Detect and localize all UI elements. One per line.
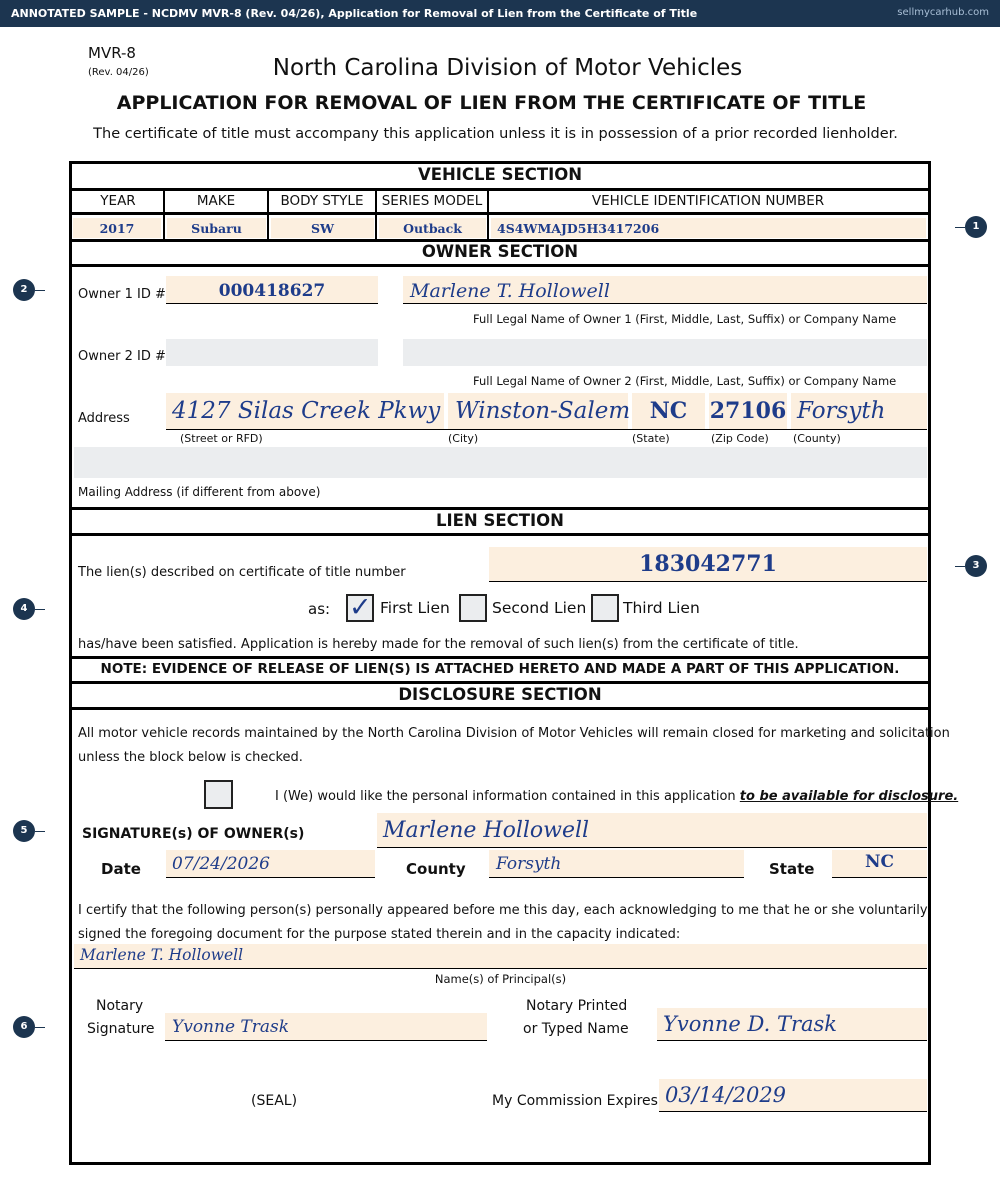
underline [832,877,927,878]
third-lien-checkbox[interactable] [591,594,619,622]
disclosure-optin-text-main: I (We) would like the personal information contained in this application [275,789,736,804]
badge-connector [35,290,45,291]
first-lien-checkbox[interactable] [346,594,374,622]
badge-connector [955,227,965,228]
county-label: County [406,860,466,878]
annotation-badge-6: 6 [13,1016,35,1038]
state-caption: (State) [632,432,670,445]
banner-site-link[interactable]: sellmycarhub.com [897,7,989,18]
disclosure-text-2: unless the block below is checked. [78,750,303,765]
owner2-name-field[interactable] [403,339,927,366]
first-lien-label: First Lien [380,599,450,617]
disclosure-optin-emphasis: to be available for disclosure. [739,789,959,804]
county-caption: (County) [793,432,841,445]
owner-signature-label: SIGNATURE(s) OF OWNER(s) [82,826,305,842]
divider [375,190,377,240]
divider [487,190,489,240]
lien-section-heading: LIEN SECTION [436,511,564,530]
lien-release-note: NOTE: EVIDENCE OF RELEASE OF LIEN(S) IS ATTACHED HERETO AND MADE A PART OF THIS APPLICATION. [100,661,900,677]
divider [267,190,269,240]
underline [377,847,927,848]
principal-caption: Name(s) of Principal(s) [434,972,567,986]
underline [489,877,744,878]
owner2-name-caption: Full Legal Name of Owner 2 (First, Middle, Last, Suffix) or Company Name [473,374,897,388]
notary-signature-field[interactable]: Yvonne Trask [172,1017,290,1037]
divider [69,188,931,191]
notary-signature-label-1: Notary [96,998,144,1014]
notary-name-label-2: or Typed Name [523,1021,629,1037]
col-vin-header: VEHICLE IDENTIFICATION NUMBER [591,193,825,209]
underline [659,1111,927,1112]
mailing-address-label: Mailing Address (if different from above) [78,485,321,499]
annotation-badge-5: 5 [13,820,35,842]
zip-caption: (Zip Code) [711,432,769,445]
badge-connector [955,566,965,567]
divider [69,264,931,267]
disclosure-state-field[interactable]: NC [864,852,895,872]
annotation-badge-2: 2 [13,279,35,301]
third-lien-label: Third Lien [623,599,700,617]
vehicle-year-field[interactable]: 2017 [99,221,135,236]
owner1-id-field[interactable]: 000418627 [218,281,326,301]
divider [69,707,931,710]
owner2-id-field[interactable] [166,339,378,366]
divider [69,212,931,215]
checkmark-icon: ✓ [349,592,372,623]
underline [166,429,927,430]
col-make-header: MAKE [196,193,236,209]
underline [165,1040,487,1041]
zip-field[interactable]: 27106 [709,398,787,424]
disclosure-optin-text [275,789,958,804]
city-field[interactable]: Winston-Salem [455,398,631,424]
title-number-field[interactable]: 183042771 [639,551,777,577]
disclosure-section-heading: DISCLOSURE SECTION [398,685,602,704]
county-field[interactable]: Forsyth [797,398,886,424]
date-field[interactable]: 07/24/2026 [172,854,270,874]
state-field[interactable]: NC [649,398,688,424]
divider [69,507,931,510]
top-banner [0,0,1000,27]
notary-signature-label-2: Signature [87,1021,155,1037]
state-label: State [769,860,815,878]
disclosure-optin-checkbox[interactable] [204,780,233,809]
divider [69,681,931,684]
owner2-id-label: Owner 2 ID # [78,349,166,364]
owner1-name-field[interactable]: Marlene T. Hollowell [410,280,610,302]
principal-name-field[interactable]: Marlene T. Hollowell [80,946,244,964]
form-title: APPLICATION FOR REMOVAL OF LIEN FROM THE CERTIFICATE OF TITLE [116,92,867,114]
underline [74,968,927,969]
seal-label: (SEAL) [251,1093,298,1109]
commission-label: My Commission Expires [492,1093,658,1109]
owner1-name-caption: Full Legal Name of Owner 1 (First, Middle, Last, Suffix) or Company Name [473,312,897,326]
city-caption: (City) [448,432,479,445]
badge-connector [35,1027,45,1028]
col-series-header: SERIES MODEL [381,193,483,209]
disclosure-text-1: All motor vehicle records maintained by the North Carolina Division of Motor Vehicles will remain closed for marketing and solicitation [78,726,950,741]
notary-printed-name-field[interactable]: Yvonne D. Trask [663,1012,838,1036]
vehicle-series-model-field[interactable]: Outback [403,221,462,236]
divider [163,190,165,240]
disclosure-county-field[interactable]: Forsyth [496,854,562,874]
date-label: Date [101,860,141,878]
vehicle-section-heading: VEHICLE SECTION [417,165,583,184]
agency-name: North Carolina Division of Motor Vehicles [272,55,743,81]
annotation-badge-1: 1 [965,216,987,238]
col-body-header: BODY STYLE [280,193,364,209]
underline [657,1040,927,1041]
commission-expires-field[interactable]: 03/14/2029 [665,1083,787,1107]
annotation-badge-3: 3 [965,555,987,577]
underline [489,581,927,582]
mailing-address-field[interactable] [74,447,927,478]
form-revision: (Rev. 04/26) [88,67,149,78]
certify-text-2: signed the foregoing document for the purpose stated therein and in the capacity indicated: [78,927,681,942]
lien-text-1: The lien(s) described on certificate of title number [78,565,406,580]
col-year-header: YEAR [100,193,136,209]
underline [166,877,375,878]
street-field[interactable]: 4127 Silas Creek Pkwy [172,398,441,424]
annotation-badge-4: 4 [13,598,35,620]
underline [166,303,378,304]
vehicle-body-style-field[interactable]: SW [310,221,335,236]
address-label: Address [78,411,130,426]
street-caption: (Street or RFD) [180,432,263,445]
underline [403,303,927,304]
as-label: as: [308,600,331,618]
second-lien-checkbox[interactable] [459,594,487,622]
badge-connector [35,609,45,610]
vehicle-make-field[interactable]: Subaru [191,221,242,236]
owner-signature-field[interactable]: Marlene Hollowell [383,818,590,843]
owner1-id-label: Owner 1 ID # [78,287,166,302]
banner-title: ANNOTATED SAMPLE - NCDMV MVR-8 (Rev. 04/26), Application for Removal of Lien from the Certificate of Title [11,7,698,20]
form-number: MVR-8 [88,44,136,62]
lien-text-2: has/have been satisfied. Application is hereby made for the removal of such lien(s) from the certificate of title. [78,637,799,652]
certify-text-1: I certify that the following person(s) personally appeared before me this day, each acknowledging to me that he or she voluntarily [78,903,928,918]
divider [69,656,931,659]
owner-section-heading: OWNER SECTION [421,242,579,261]
notary-name-label-1: Notary Printed [526,998,628,1014]
divider [69,533,931,536]
title-note: The certificate of title must accompany this application unless it is in possession of a prior recorded lienholder. [93,126,898,142]
badge-connector [35,831,45,832]
vehicle-vin-field[interactable]: 4S4WMAJD5H3417206 [497,221,660,236]
second-lien-label: Second Lien [492,599,587,617]
